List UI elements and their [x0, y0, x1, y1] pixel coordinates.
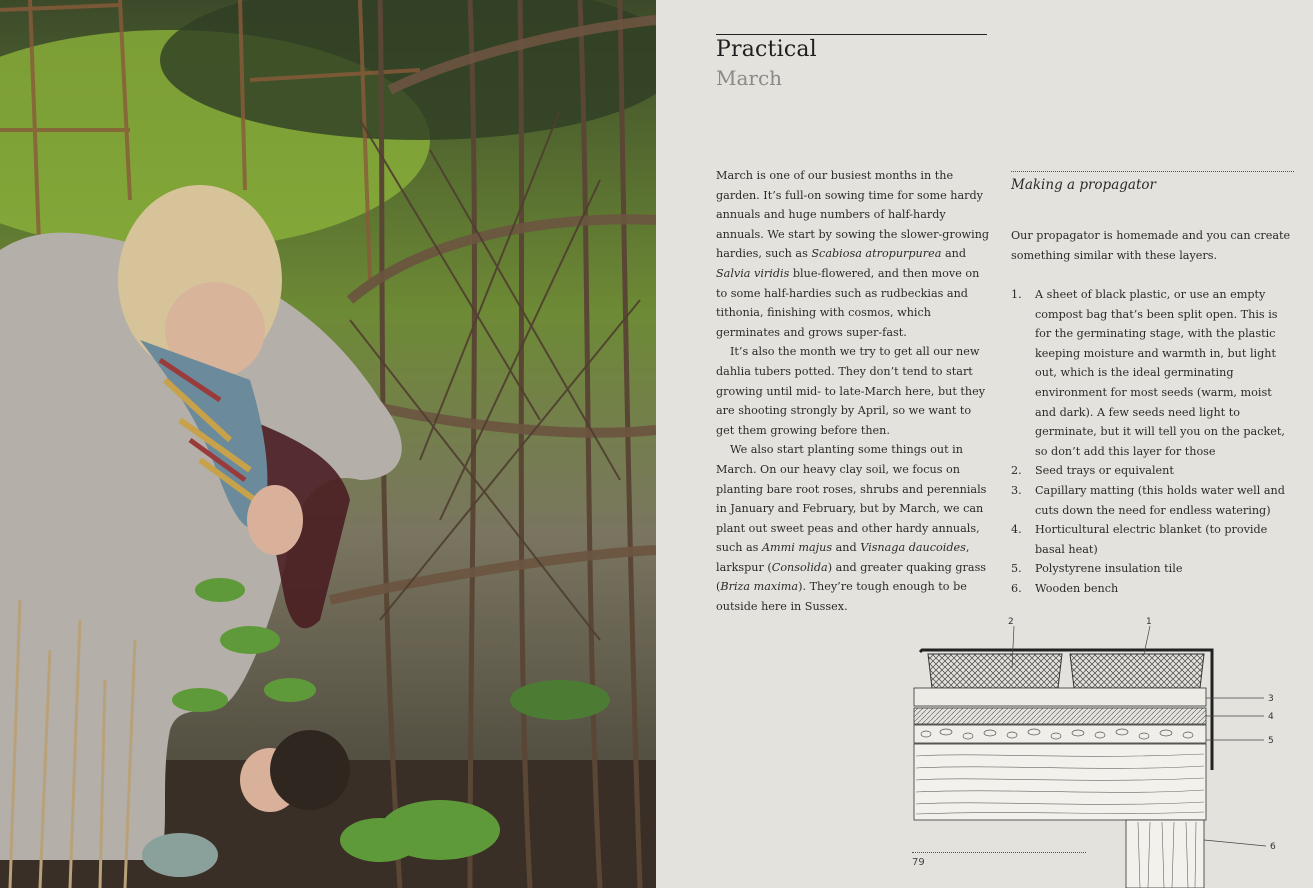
paragraph-1: March is one of our busiest months in the garden. It’s full-on sowing time for some hardy annuals and huge numbers of half-hardy annuals. We start by sowing the slower-growing hardies, such as Scabiosa atropurpurea and Salvia viridis blue-flowered, and then move on to some half-hardies such as rudbeckias and tithonia, finishing with cosmos, which germinates and grows super-fast.: [716, 169, 990, 339]
list-item: 3. Capillary matting (this holds water well and cuts down the need for endless watering): [1011, 483, 1285, 517]
electric-blanket: [914, 708, 1206, 724]
list-item: 4. Horticultural electric blanket (to provide basal heat): [1011, 523, 1268, 556]
sidebar-rule: [1011, 171, 1294, 172]
footer-rule: [912, 852, 1086, 853]
label-2: 2: [1008, 617, 1014, 627]
label-3: 3: [1268, 694, 1274, 704]
list-item: 5. Polystyrene insulation tile: [1011, 562, 1183, 576]
text-page: [656, 0, 1313, 888]
bench-leg: [1126, 820, 1204, 888]
body-text: [716, 166, 991, 617]
propagator-diagram: [906, 610, 1286, 888]
page-number: 79: [912, 857, 925, 868]
page-title: Practical: [716, 37, 817, 62]
page-subtitle: March: [716, 66, 783, 90]
list-item: 6. Wooden bench: [1011, 581, 1119, 595]
paragraph-2: It’s also the month we try to get all our new dahlia tubers potted. They don’t tend to start growing until mid- to late-March here, but they are shooting strongly by April, so we want to get them growing before then.: [716, 345, 986, 437]
seed-tray-left: [928, 654, 1062, 688]
garden-photo: [0, 0, 656, 888]
seed-tray-right: [1070, 654, 1204, 688]
label-6: 6: [1270, 842, 1276, 852]
sidebar-intro: Our propagator is homemade and you can create something similar with these layers.: [1011, 229, 1291, 262]
label-5: 5: [1268, 736, 1274, 746]
list-item: 1. A sheet of black plastic, or use an empty compost bag that’s been split open. This is for the germinating stage, with the plastic keeping moisture and warmth in, but light out, which is the ideal germinating environment for most seeds (warm, moist and dark). A few seeds need light to germinate, but it will tell you on the packet, so don’t add this layer for those: [1011, 288, 1285, 458]
header-rule: [716, 34, 987, 35]
list-item: 2. Seed trays or equivalent: [1011, 464, 1174, 478]
propagator-steps: [1011, 285, 1296, 599]
label-4: 4: [1268, 712, 1274, 722]
paragraph-3: We also start planting some things out in March. On our heavy clay soil, we focus on planting bare root roses, shrubs and perennials in January and February, but by March, we can plant out sweet peas and other hardy annuals, such as Ammi majus and Visnaga daucoides, larkspur (Consolida) and greater quaking grass (Briza maxima). They’re tough enough to be outside here in Sussex.: [716, 443, 987, 614]
capillary-matting: [914, 688, 1206, 706]
sidebar-title: Making a propagator: [1011, 177, 1156, 193]
label-1: 1: [1146, 617, 1152, 627]
